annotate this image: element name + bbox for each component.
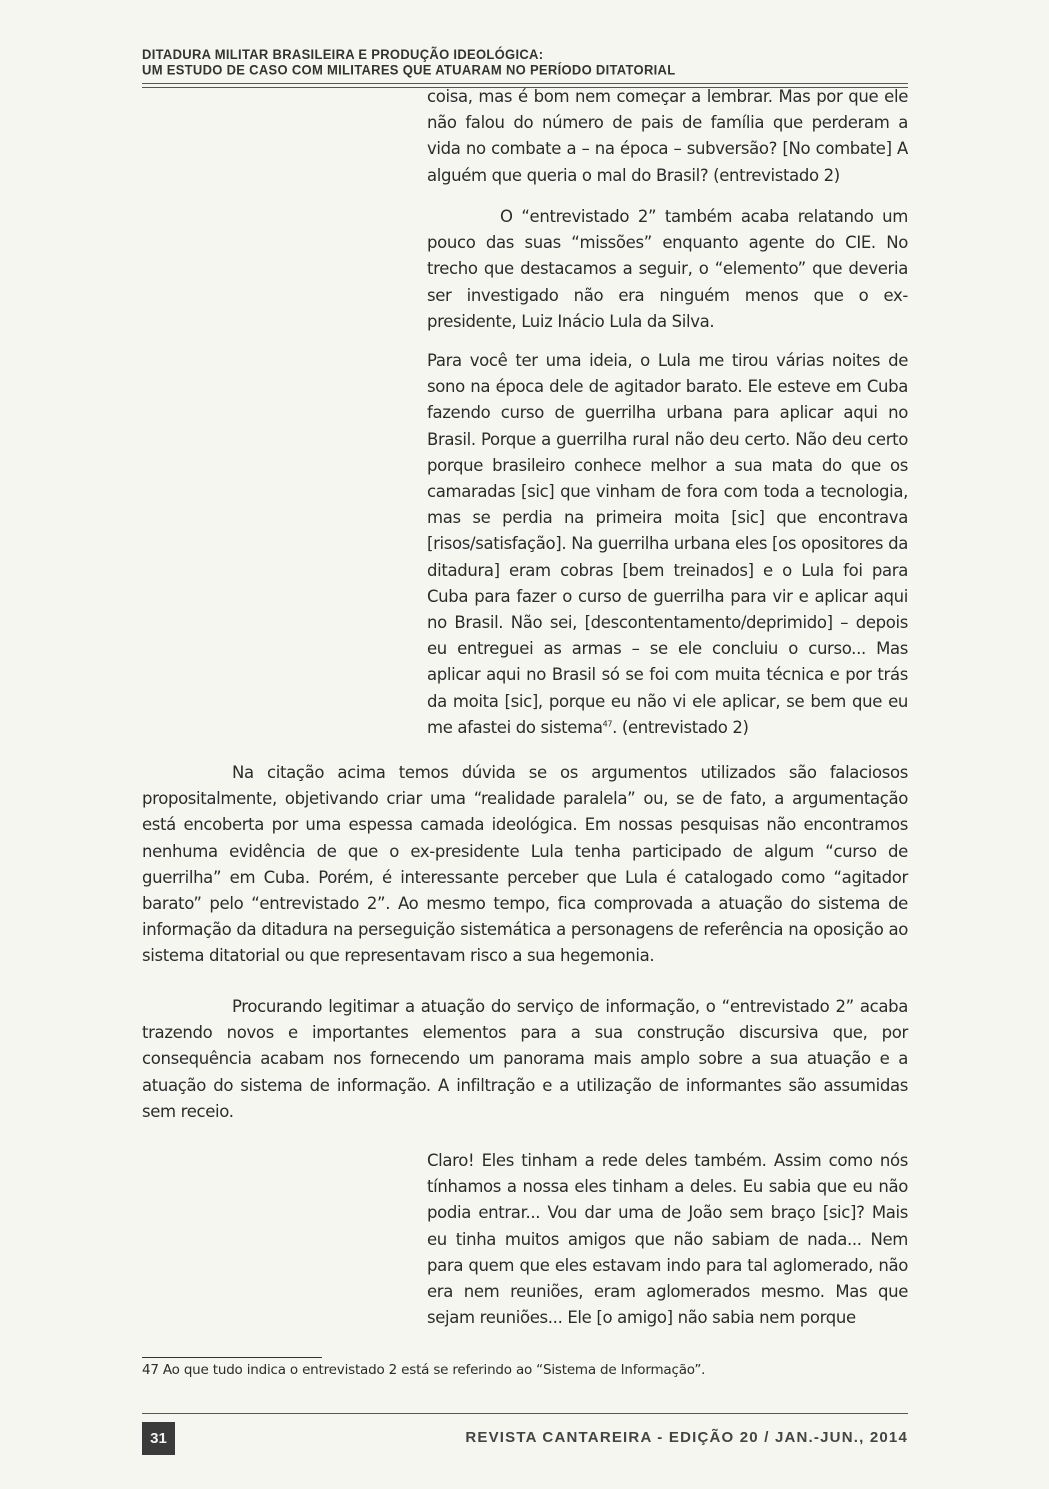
block-quote-3: Claro! Eles tinham a rede deles também. Assim como nós tínhamos a nossa eles tinham a deles. Eu sabia que eu não podia entrar... Vou dar uma de João sem braço [sic]? Mais eu tinha muitos amigos que não sabiam de nada... Nem para quem que eles estavam indo para tal aglomerado, não era nem reuniões, eram aglomerados mesmo. Mas que sejam reuniões... Ele [o amigo] não sabia nem porque [427,1151,908,1328]
footnote-rule [142,1357,322,1358]
footnote-ref-47[interactable]: 47 [602,719,613,729]
quote-2-text: Para você ter uma ideia, o Lula me tirou várias noites de sono na época dele de agitador barato. Ele esteve em Cuba fazendo curso de guerrilha urbana para aplicar aqui no Brasil. Porque a guerrilha rural não deu certo. Não deu certo porque brasileiro conhece melhor a sua mata do que os camaradas [sic] que vinham de fora com toda a tecnologia, mas se perdia na primeira moita [sic] que encontrava [risos/satisfação]. Na guerrilha urbana eles [os opositores da ditadura] eram cobras [bem treinados] e o Lula foi para Cuba para fazer o curso de guerrilha para vir e aplicar aqui no Brasil. Não sei, [descontentamento/deprimido] – depois eu entreguei as armas – se ele concluiu o curso... Mas aplicar aqui no Brasil só se foi com muita técnica e por trás da moita [sic], porque eu não vi ele aplicar, se bem que eu me afastei do sistema [427,351,908,737]
quote-2-tail: . (entrevistado 2) [612,717,749,737]
running-header [142,46,908,78]
paragraph-intro-quote-2: O “entrevistado 2” também acaba relatando um pouco das suas “missões” enquanto agente do CIE. No trecho que destacamos a seguir, o “elemento” que deveria ser investigado não era ninguém menos que o ex-presidente, Luiz Inácio Lula da Silva. [427,207,908,331]
block-quote-2 [427,348,908,741]
footer-rule [142,1413,908,1414]
block-quote-1: coisa, mas é bom nem começar a lembrar. Mas por que ele não falou do número de pais de família que perderam a vida no combate a – na época – subversão? [No combate] A alguém que queria o mal do Brasil? (entrevistado 2) [427,87,908,185]
footnote-47: 47 Ao que tudo indica o entrevistado 2 está se referindo ao “Sistema de Informação”. [142,1362,706,1378]
journal-footer: REVISTA CANTAREIRA - EDIÇÃO 20 / JAN.-JUN., 2014 [465,1429,908,1446]
paragraph-analysis: Na citação acima temos dúvida se os argumentos utilizados são falaciosos propositalmente, objetivando criar uma “realidade paralela” ou, se de fato, a argumentação está encoberta por uma espessa camada ideológica. Em nossas pesquisas não encontramos nenhuma evidência de que o ex-presidente Lula tenha participado de algum “curso de guerrilha” em Cuba. Porém, é interessante perceber que Lula é catalogado como “agitador barato” pelo “entrevistado 2”. Ao mesmo tempo, fica comprovada a atuação do sistema de informação da ditadura na perseguição sistemática a personagens de referência na oposição ao sistema ditatorial ou que representavam risco a sua hegemonia. [142,763,908,966]
page-number: 31 [142,1422,175,1455]
header-line-1: DITADURA MILITAR BRASILEIRA E PRODUÇÃO IDEOLÓGICA: [142,46,544,62]
header-line-2: UM ESTUDO DE CASO COM MILITARES QUE ATUARAM NO PERÍODO DITATORIAL [142,62,676,78]
paragraph-legitimize: Procurando legitimar a atuação do serviço de informação, o “entrevistado 2” acaba trazendo novos e importantes elementos para a sua construção discursiva que, por consequência acabam nos fornecendo um panorama mais amplo sobre a sua atuação e a atuação do sistema de informação. A infiltração e a utilização de informantes são assumidas sem receio. [142,997,908,1121]
